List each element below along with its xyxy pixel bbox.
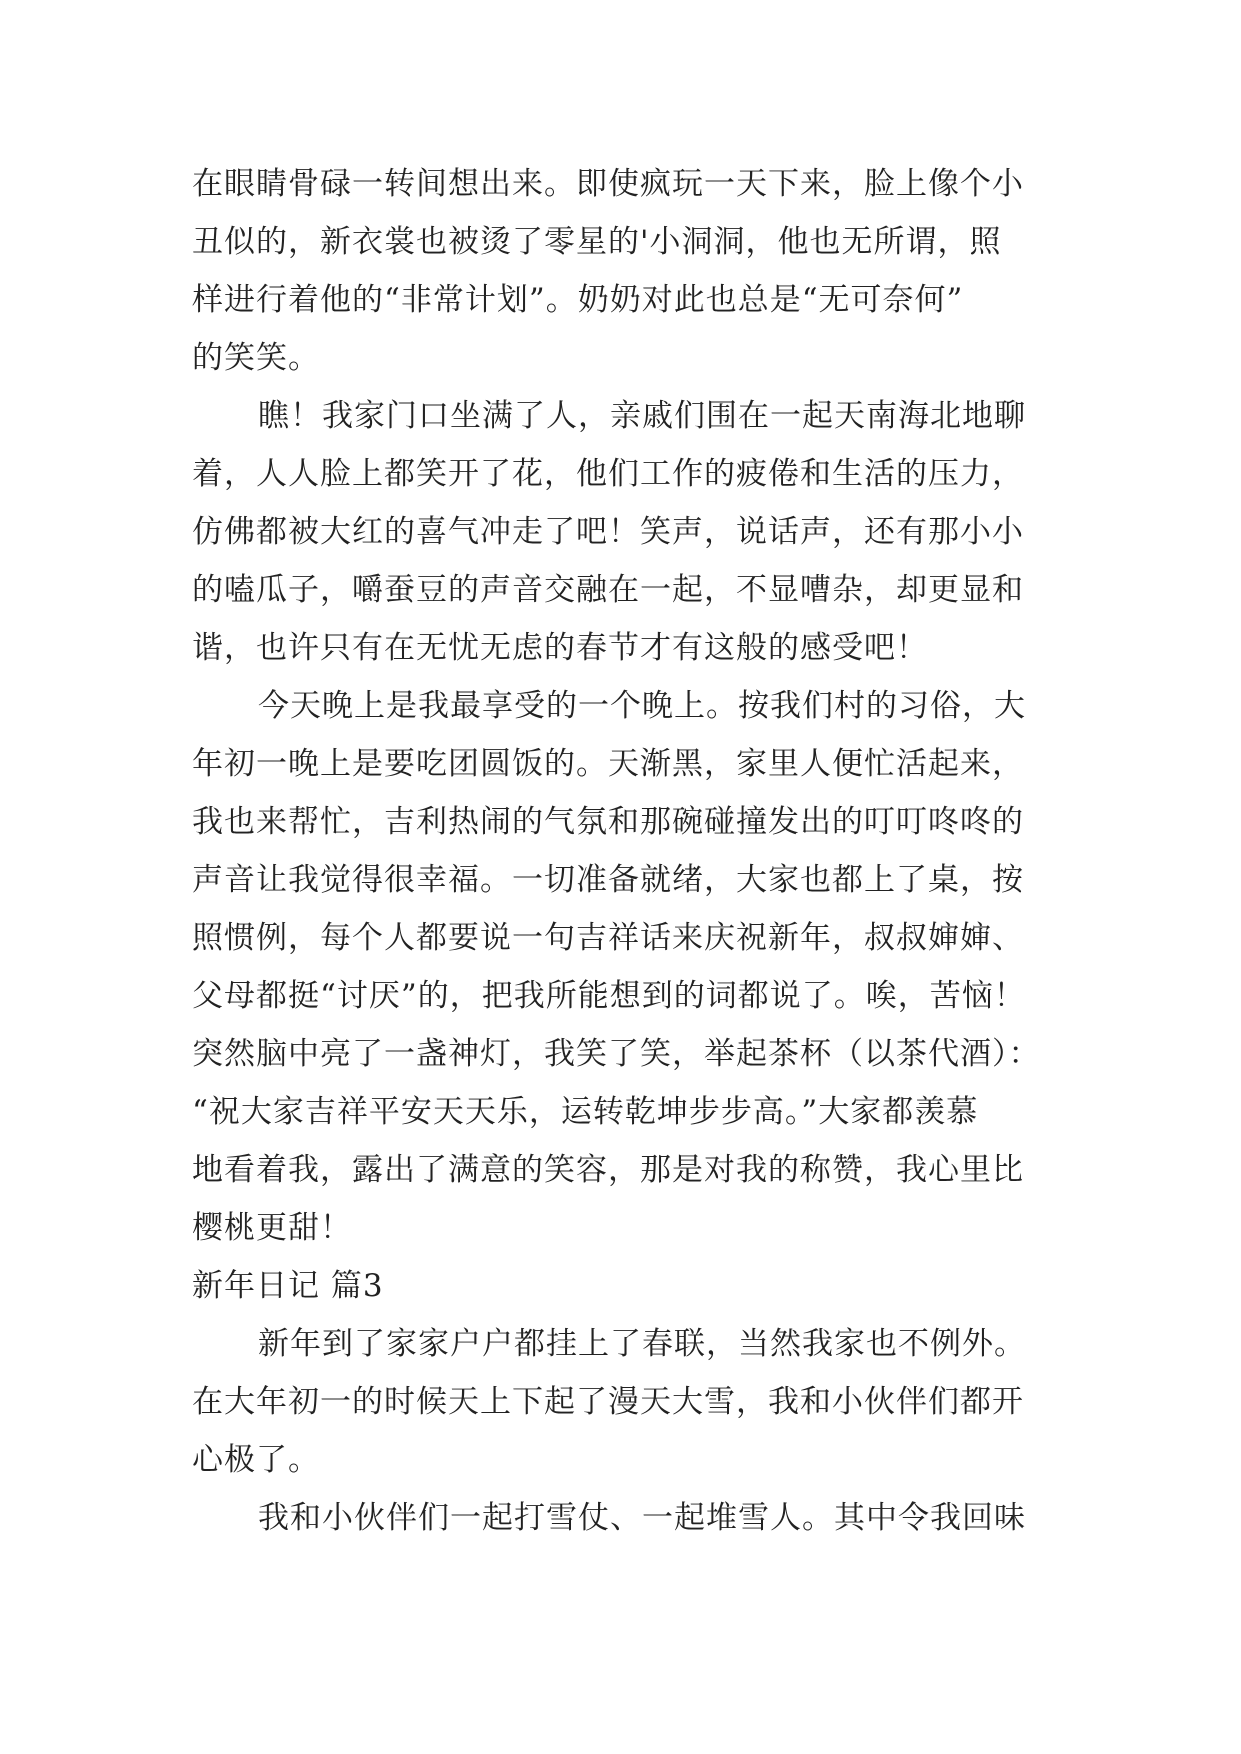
paragraph-line: 在大年初一的时候天上下起了漫天大雪，我和小伙伴们都开 [192, 1384, 1024, 1420]
paragraph-line: 年初一晚上是要吃团圆饭的。天渐黑，家里人便忙活起来， [192, 746, 1024, 782]
paragraph-line: 瞧！我家门口坐满了人，亲戚们围在一起天南海北地聊 [258, 398, 1026, 434]
paragraph-line: 今天晚上是我最享受的一个晚上。按我们村的习俗，大 [258, 688, 1026, 724]
paragraph-line: 突然脑中亮了一盏神灯，我笑了笑，举起茶杯（以茶代酒）： [192, 1036, 1041, 1072]
paragraph-line: 样进行着他的“非常计划”。奶奶对此也总是“无可奈何” [192, 282, 964, 318]
paragraph-line: 我和小伙伴们一起打雪仗、一起堆雪人。其中令我回味 [258, 1500, 1026, 1536]
paragraph-line: 仿佛都被大红的喜气冲走了吧！笑声，说话声，还有那小小 [192, 514, 1024, 550]
paragraph-line: 声音让我觉得很幸福。一切准备就绪，大家也都上了桌，按 [192, 862, 1024, 898]
paragraph-line: 照惯例，每个人都要说一句吉祥话来庆祝新年，叔叔婶婶、 [192, 920, 1024, 956]
paragraph-line: 地看着我，露出了满意的笑容，那是对我的称赞，我心里比 [192, 1152, 1024, 1188]
paragraph-line: 着，人人脸上都笑开了花，他们工作的疲倦和生活的压力， [192, 456, 1024, 492]
paragraph-line: 心极了。 [192, 1442, 320, 1478]
paragraph-line: 我也来帮忙，吉利热闹的气氛和那碗碰撞发出的叮叮咚咚的 [192, 804, 1024, 840]
document-body [192, 155, 1072, 1547]
paragraph-line: 父母都挺“讨厌”的，把我所能想到的词都说了。唉，苦恼！ [192, 978, 1026, 1014]
paragraph-line: 樱桃更甜！ [192, 1210, 352, 1246]
paragraph-line: 的嗑瓜子，嚼蚕豆的声音交融在一起，不显嘈杂，却更显和 [192, 572, 1024, 608]
section-heading: 新年日记 篇3 [192, 1268, 384, 1304]
paragraph-line: 的笑笑。 [192, 340, 320, 376]
paragraph-line: “祝大家吉祥平安天天乐，运转乾坤步步高。”大家都羡慕 [192, 1094, 979, 1130]
paragraph-line: 新年到了家家户户都挂上了春联，当然我家也不例外。 [258, 1326, 1026, 1362]
paragraph-line: 谐，也许只有在无忧无虑的春节才有这般的感受吧！ [192, 630, 928, 666]
paragraph-line: 丑似的，新衣裳也被烫了零星的'小洞洞，他也无所谓，照 [192, 224, 1002, 260]
paragraph-line: 在眼睛骨碌一转间想出来。即使疯玩一天下来，脸上像个小 [192, 166, 1024, 202]
